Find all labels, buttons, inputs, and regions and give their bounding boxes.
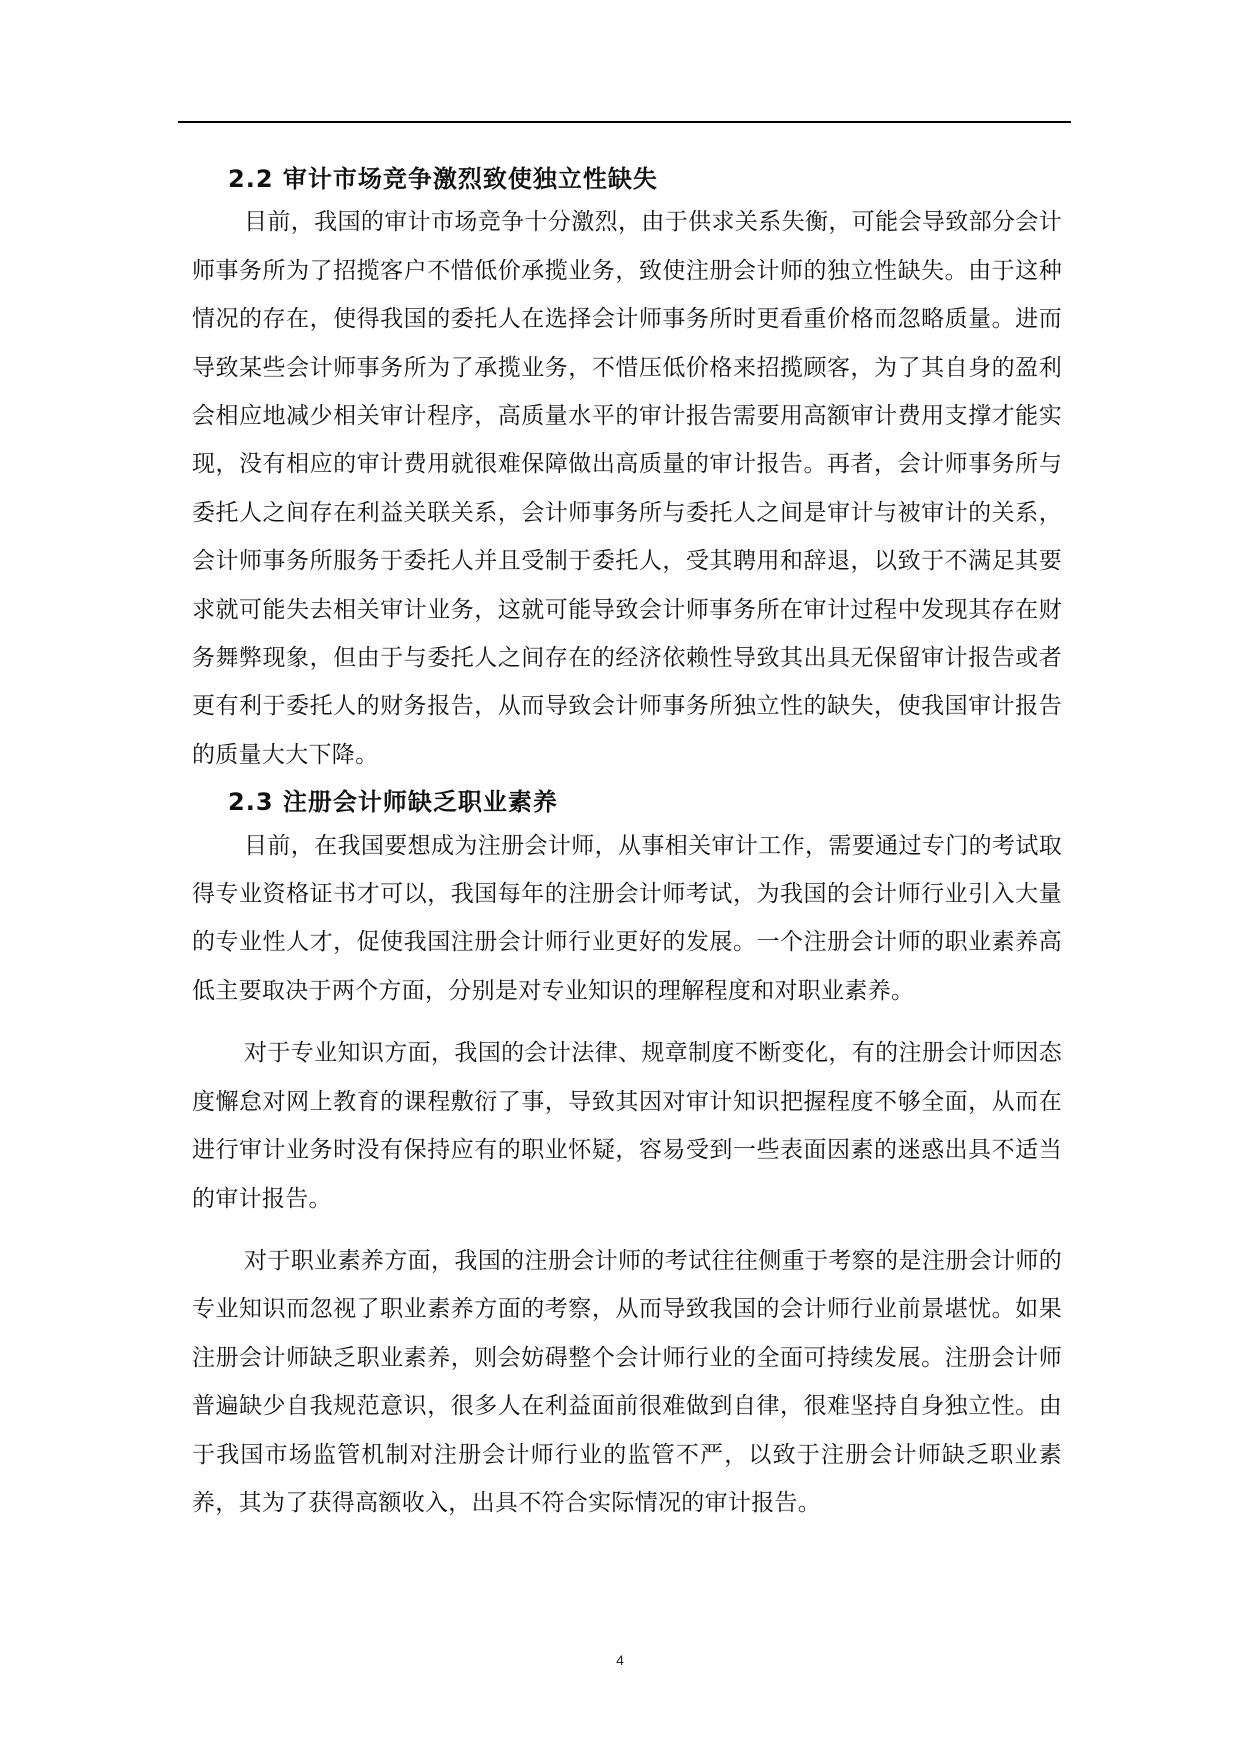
section-heading-2-3: 2.3 注册会计师缺乏职业素养 <box>228 788 558 817</box>
paragraph-2-2: 目前，我国的审计市场竞争十分激烈，由于供求关系失衡，可能会导致部分会计师事务所为了招揽客户不惜低价承揽业务，致使注册会计师的独立性缺失。由于这种情况的存在，使得我国的委托人在选择会计师事务所时更看重价格而忽略质量。进而导致某些会计师事务所为了承揽业务，不惜压低价格来招揽顾客，为了其自身的盈利会相应地减少相关审计程序，高质量水平的审计报告需要用高额审计费用支撑才能实现，没有相应的审计费用就很难保障做出高质量的审计报告。再者，会计师事务所与委托人之间存在利益关联关系，会计师事务所与委托人之间是审计与被审计的关系，会计师事务所服务于委托人并且受制于委托人，受其聘用和辞退，以致于不满足其要求就可能失去相关审计业务，这就可能导致会计师事务所在审计过程中发现其存在财务舞弊现象，但由于与委托人之间存在的经济依赖性导致其出具无保留审计报告或者更有利于委托人的财务报告，从而导致会计师事务所独立性的缺失，使我国审计报告的质量大大下降。 <box>192 209 1062 768</box>
document-body <box>192 160 1062 1527</box>
page-number: 4 <box>616 1652 624 1668</box>
header-rule <box>178 121 1071 123</box>
paragraph-2-3-3: 对于职业素养方面，我国的注册会计师的考试往往侧重于考察的是注册会计师的专业知识而忽视了职业素养方面的考察，从而导致我国的会计师行业前景堪忧。如果注册会计师缺乏职业素养，则会妨碍整个会计师行业的全面可持续发展。注册会计师普遍缺少自我规范意识，很多人在利益面前很难做到自律，很难坚持自身独立性。由于我国市场监管机制对注册会计师行业的监管不严，以致于注册会计师缺乏职业素养，其为了获得高额收入，出具不符合实际情况的审计报告。 <box>192 1247 1062 1516</box>
paragraph-2-3-2: 对于专业知识方面，我国的会计法律、规章制度不断变化，有的注册会计师因态度懈怠对网上教育的课程敷衍了事，导致其因对审计知识把握程度不够全面，从而在进行审计业务时没有保持应有的职业怀疑，容易受到一些表面因素的迷惑出具不适当的审计报告。 <box>192 1040 1062 1212</box>
section-heading-2-2: 2.2 审计市场竞争激烈致使独立性缺失 <box>228 165 658 193</box>
paragraph-2-3-1: 目前，在我国要想成为注册会计师，从事相关审计工作，需要通过专门的考试取得专业资格证书才可以，我国每年的注册会计师考试，为我国的会计师行业引入大量的专业性人才，促使我国注册会计师行业更好的发展。一个注册会计师的职业素养高低主要取决于两个方面，分别是对专业知识的理解程度和对职业素养。 <box>192 832 1062 1004</box>
